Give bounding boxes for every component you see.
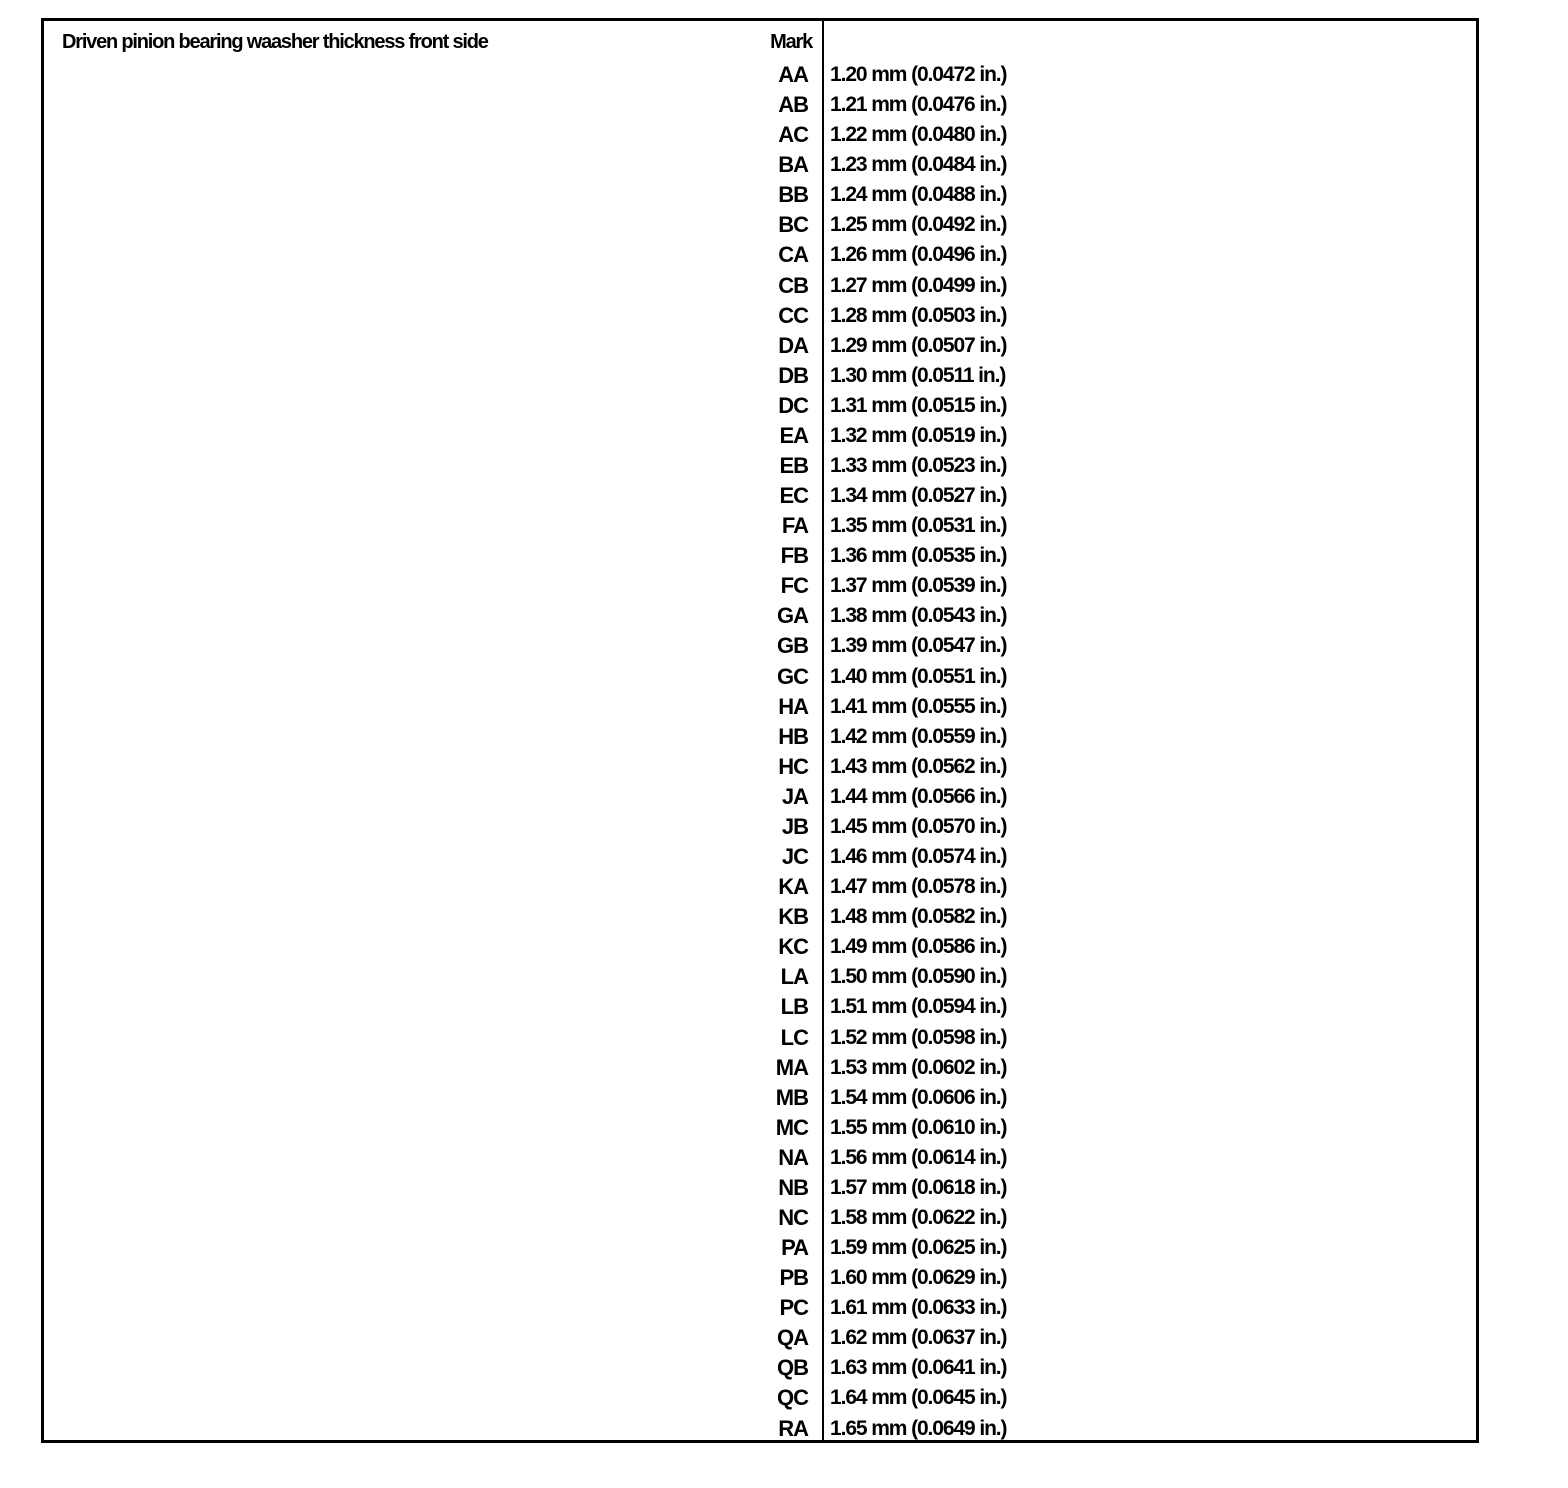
mark-cell: EC xyxy=(779,483,808,509)
mark-cell: QA xyxy=(777,1325,808,1351)
table-row xyxy=(44,240,1476,270)
table-row xyxy=(44,150,1476,180)
mark-cell: LC xyxy=(780,1024,808,1050)
table-row xyxy=(44,1383,1476,1413)
table-row xyxy=(44,631,1476,661)
table-row xyxy=(44,962,1476,992)
mark-cell: FA xyxy=(781,513,808,539)
mark-cell: MA xyxy=(775,1054,808,1080)
mark-cell: JA xyxy=(781,783,808,809)
table-row xyxy=(44,1083,1476,1113)
thickness-cell: 1.62 mm (0.0637 in.) xyxy=(830,1326,1007,1350)
mark-cell: CA xyxy=(778,242,808,268)
mark-cell: AB xyxy=(778,92,808,118)
mark-cell: PA xyxy=(781,1235,808,1261)
table-row xyxy=(44,662,1476,692)
mark-cell: DB xyxy=(778,362,808,388)
thickness-cell: 1.50 mm (0.0590 in.) xyxy=(830,965,1007,989)
table-row xyxy=(44,1023,1476,1053)
table-row xyxy=(44,301,1476,331)
table-row xyxy=(44,812,1476,842)
table-row xyxy=(44,902,1476,932)
thickness-cell: 1.28 mm (0.0503 in.) xyxy=(830,303,1007,327)
mark-cell: NB xyxy=(778,1174,808,1200)
thickness-cell: 1.48 mm (0.0582 in.) xyxy=(830,905,1007,929)
mark-cell: QB xyxy=(777,1355,808,1381)
mark-cell: BC xyxy=(778,212,808,238)
mark-cell: GA xyxy=(777,603,808,629)
table-row xyxy=(44,271,1476,301)
mark-cell: EA xyxy=(779,422,808,448)
table-row xyxy=(44,511,1476,541)
mark-cell: DC xyxy=(778,392,808,418)
mark-cell: CC xyxy=(778,302,808,328)
thickness-cell: 1.61 mm (0.0633 in.) xyxy=(830,1296,1007,1320)
table-row xyxy=(44,1233,1476,1263)
thickness-cell: 1.59 mm (0.0625 in.) xyxy=(830,1236,1007,1260)
table-row xyxy=(44,692,1476,722)
thickness-cell: 1.36 mm (0.0535 in.) xyxy=(830,544,1007,568)
mark-cell: BB xyxy=(778,182,808,208)
mark-cell: HB xyxy=(778,723,808,749)
table-row xyxy=(44,60,1476,90)
thickness-cell: 1.46 mm (0.0574 in.) xyxy=(830,845,1007,869)
thickness-cell: 1.35 mm (0.0531 in.) xyxy=(830,514,1007,538)
thickness-cell: 1.52 mm (0.0598 in.) xyxy=(830,1025,1007,1049)
mark-cell: KA xyxy=(778,874,808,900)
mark-cell: KB xyxy=(778,904,808,930)
mark-cell: QC xyxy=(777,1385,808,1411)
mark-cell: KC xyxy=(778,934,808,960)
mark-cell: AC xyxy=(778,122,808,148)
table-row xyxy=(44,1353,1476,1383)
mark-cell: PC xyxy=(779,1295,808,1321)
table-row xyxy=(44,361,1476,391)
thickness-cell: 1.64 mm (0.0645 in.) xyxy=(830,1386,1007,1410)
table-row xyxy=(44,331,1476,361)
thickness-cell: 1.39 mm (0.0547 in.) xyxy=(830,634,1007,658)
table-row xyxy=(44,120,1476,150)
table-row xyxy=(44,1323,1476,1353)
table-row xyxy=(44,722,1476,752)
table-body xyxy=(44,60,1476,1444)
table-row xyxy=(44,1173,1476,1203)
thickness-cell: 1.34 mm (0.0527 in.) xyxy=(830,484,1007,508)
thickness-cell: 1.47 mm (0.0578 in.) xyxy=(830,875,1007,899)
thickness-cell: 1.38 mm (0.0543 in.) xyxy=(830,604,1007,628)
table-row xyxy=(44,451,1476,481)
mark-cell: HC xyxy=(778,753,808,779)
thickness-cell: 1.29 mm (0.0507 in.) xyxy=(830,333,1007,357)
thickness-cell: 1.21 mm (0.0476 in.) xyxy=(830,93,1007,117)
thickness-cell: 1.43 mm (0.0562 in.) xyxy=(830,754,1007,778)
table-row xyxy=(44,421,1476,451)
table-row xyxy=(44,210,1476,240)
table-row xyxy=(44,391,1476,421)
mark-cell: DA xyxy=(778,332,808,358)
table-row xyxy=(44,1203,1476,1233)
thickness-cell: 1.42 mm (0.0559 in.) xyxy=(830,724,1007,748)
mark-cell: JC xyxy=(781,844,808,870)
thickness-cell: 1.23 mm (0.0484 in.) xyxy=(830,153,1007,177)
thickness-cell: 1.56 mm (0.0614 in.) xyxy=(830,1145,1007,1169)
thickness-cell: 1.22 mm (0.0480 in.) xyxy=(830,123,1007,147)
mark-cell: EB xyxy=(779,453,808,479)
table-row xyxy=(44,1414,1476,1444)
thickness-cell: 1.49 mm (0.0586 in.) xyxy=(830,935,1007,959)
thickness-cell: 1.51 mm (0.0594 in.) xyxy=(830,995,1007,1019)
thickness-cell: 1.37 mm (0.0539 in.) xyxy=(830,574,1007,598)
thickness-cell: 1.45 mm (0.0570 in.) xyxy=(830,814,1007,838)
table-row xyxy=(44,842,1476,872)
mark-cell: FB xyxy=(780,543,808,569)
mark-cell: NC xyxy=(778,1204,808,1230)
mark-column-header: Mark xyxy=(770,31,812,53)
table-row xyxy=(44,1293,1476,1323)
table-row xyxy=(44,601,1476,631)
thickness-cell: 1.63 mm (0.0641 in.) xyxy=(830,1356,1007,1380)
table-row xyxy=(44,992,1476,1022)
thickness-cell: 1.26 mm (0.0496 in.) xyxy=(830,243,1007,267)
table-row xyxy=(44,1053,1476,1083)
mark-cell: LA xyxy=(780,964,808,990)
mark-cell: LB xyxy=(780,994,808,1020)
table-row xyxy=(44,180,1476,210)
table-row xyxy=(44,752,1476,782)
mark-cell: FC xyxy=(780,573,808,599)
table-row xyxy=(44,481,1476,511)
mark-cell: GB xyxy=(777,633,808,659)
thickness-cell: 1.31 mm (0.0515 in.) xyxy=(830,393,1007,417)
thickness-cell: 1.60 mm (0.0629 in.) xyxy=(830,1266,1007,1290)
mark-cell: JB xyxy=(781,813,808,839)
thickness-cell: 1.25 mm (0.0492 in.) xyxy=(830,213,1007,237)
mark-cell: AA xyxy=(778,62,808,87)
table-row xyxy=(44,872,1476,902)
thickness-cell: 1.20 mm (0.0472 in.) xyxy=(830,63,1007,86)
mark-cell: BA xyxy=(778,152,808,178)
table-row xyxy=(44,1113,1476,1143)
mark-cell: PB xyxy=(779,1265,808,1291)
table-title: Driven pinion bearing waasher thickness front side xyxy=(62,31,488,53)
mark-cell: GC xyxy=(777,663,808,689)
thickness-cell: 1.44 mm (0.0566 in.) xyxy=(830,784,1007,808)
thickness-cell: 1.40 mm (0.0551 in.) xyxy=(830,664,1007,688)
table-row xyxy=(44,541,1476,571)
mark-cell: RA xyxy=(778,1415,808,1441)
thickness-cell: 1.58 mm (0.0622 in.) xyxy=(830,1205,1007,1229)
table-row xyxy=(44,1143,1476,1173)
table-row xyxy=(44,1263,1476,1293)
table-row xyxy=(44,571,1476,601)
mark-cell: HA xyxy=(778,693,808,719)
table-row xyxy=(44,782,1476,812)
thickness-cell: 1.65 mm (0.0649 in.) xyxy=(830,1416,1007,1440)
table-row xyxy=(44,932,1476,962)
table-row xyxy=(44,90,1476,120)
mark-cell: MC xyxy=(775,1114,808,1140)
thickness-cell: 1.54 mm (0.0606 in.) xyxy=(830,1085,1007,1109)
mark-cell: MB xyxy=(775,1084,808,1110)
mark-cell: CB xyxy=(778,272,808,298)
thickness-cell: 1.53 mm (0.0602 in.) xyxy=(830,1055,1007,1079)
thickness-cell: 1.41 mm (0.0555 in.) xyxy=(830,694,1007,718)
thickness-cell: 1.33 mm (0.0523 in.) xyxy=(830,454,1007,478)
thickness-cell: 1.57 mm (0.0618 in.) xyxy=(830,1175,1007,1199)
mark-cell: NA xyxy=(778,1144,808,1170)
washer-thickness-table xyxy=(41,18,1479,1443)
thickness-cell: 1.55 mm (0.0610 in.) xyxy=(830,1115,1007,1139)
thickness-cell: 1.24 mm (0.0488 in.) xyxy=(830,183,1007,207)
thickness-cell: 1.30 mm (0.0511 in.) xyxy=(830,363,1006,387)
thickness-cell: 1.32 mm (0.0519 in.) xyxy=(830,423,1007,447)
thickness-cell: 1.27 mm (0.0499 in.) xyxy=(830,273,1007,297)
